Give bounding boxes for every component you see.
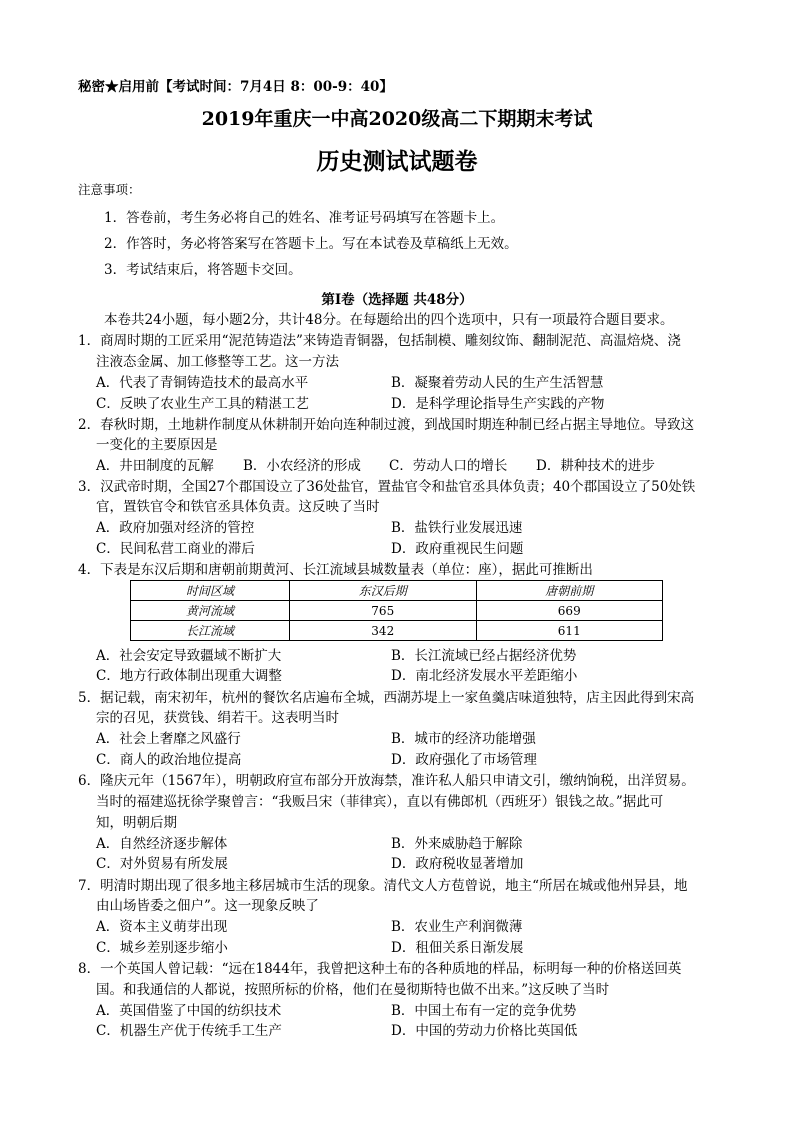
table-header-cell: 唐朝前期 (476, 581, 663, 601)
question-6-line: 当时的福建巡抚徐学聚曾言：“我贩吕宋（菲律宾），直以有佛郎机（西班牙）银钱之故。”据此可 (96, 794, 664, 810)
question-2-line: 一变化的主要原因是 (96, 437, 218, 453)
q7-option-d: D．租佃关系日渐发展 (391, 940, 524, 956)
q1-option-a: A．代表了青铜铸造技术的最高水平 (96, 375, 309, 391)
q1-option-c: C．反映了农业生产工具的精湛工艺 (96, 396, 309, 412)
q1-option-d: D．是科学理论指导生产实践的产物 (391, 396, 605, 412)
question-4-line: 4．下表是东汉后期和唐朝前期黄河、长江流域县城数量表（单位：座），据此可推断出 (78, 562, 593, 578)
section-title: 第Ⅰ卷（选择题 共48分） (321, 292, 473, 308)
q8-option-a: A．英国借鉴了中国的纺织技术 (96, 1003, 282, 1019)
question-6-line: 知，明朝后期 (96, 815, 177, 831)
q8-option-c: C．机器生产优于传统手工生产 (96, 1023, 282, 1039)
note-item: 1．答卷前，考生务必将自己的姓名、准考证号码填写在答题卡上。 (104, 210, 505, 226)
q3-option-a: A．政府加强对经济的管控 (96, 520, 255, 536)
question-1-line: 1．商周时期的工匠采用“泥范铸造法”来铸造青铜器，包括制模、雕刻纹饰、翻制泥范、高温焙烧、浇 (78, 333, 681, 349)
q4-option-d: D．南北经济发展水平差距缩小 (391, 668, 578, 684)
q7-option-b: B．农业生产利润微薄 (391, 919, 523, 935)
q7-option-a: A．资本主义萌芽出现 (96, 919, 228, 935)
table-row (131, 621, 663, 641)
q3-option-b: B．盐铁行业发展迅速 (391, 520, 523, 536)
q4-option-a: A．社会安定导致疆域不断扩大 (96, 648, 282, 664)
q4-option-b: B．长江流域已经占据经济优势 (391, 648, 577, 664)
secret-line: 秘密★启用前【考试时间：7月4日 8：00-9：40】 (78, 79, 393, 95)
question-7-line: 由山场皆委之佃户”。这一现象反映了 (96, 898, 319, 914)
question-8-line: 国。和我通信的人都说，按照所标的价格，他们在曼彻斯特也做不出来。”这反映了当时 (96, 982, 610, 998)
table-row (131, 601, 663, 621)
table-cell: 611 (476, 621, 663, 641)
q6-option-b: B．外来威胁趋于解除 (391, 836, 523, 852)
county-count-table (130, 580, 663, 641)
q1-option-b: B．凝聚着劳动人民的生产生活智慧 (391, 375, 604, 391)
q4-option-c: C．地方行政体制出现重大调整 (96, 668, 282, 684)
notes-heading: 注意事项： (78, 182, 141, 197)
q5-option-d: D．政府强化了市场管理 (391, 752, 537, 768)
table-header-row (131, 581, 663, 601)
question-5-line: 宗的召见，获赏钱、绢若干。这表明当时 (96, 710, 339, 726)
note-item: 3．考试结束后，将答题卡交回。 (104, 262, 302, 278)
question-3-line: 3．汉武帝时期，全国27个郡国设立了36处盐官，置盐官令和盐官丞具体负责；40个郡国设立了50处铁 (78, 479, 696, 495)
question-1-line: 注液态金属、加工修整等工艺。这一方法 (96, 354, 339, 370)
q2-option-b: B．小农经济的形成 (243, 458, 361, 474)
q5-option-b: B．城市的经济功能增强 (391, 731, 536, 747)
q8-option-d: D．中国的劳动力价格比英国低 (391, 1023, 578, 1039)
q6-option-d: D．政府税收显著增加 (391, 856, 524, 872)
q2-option-a: A．井田制度的瓦解 (96, 458, 214, 474)
table-cell: 黄河流域 (131, 601, 290, 621)
q5-option-c: C．商人的政治地位提高 (96, 752, 242, 768)
exam-subtitle: 历史测试试题卷 (316, 148, 478, 175)
question-6-line: 6．隆庆元年（1567年），明朝政府宣布部分开放海禁，准许私人船只申请文引，缴纳饷税，出洋贸易。 (78, 773, 695, 789)
question-5-line: 5．据记载，南宋初年，杭州的餐饮名店遍布全城，西湖苏堤上一家鱼羹店味道独特，店主因此得到宋高 (78, 690, 695, 706)
question-7-line: 7．明清时期出现了很多地主移居城市生活的现象。清代文人方苞曾说，地主“所居在城或他州异县，地 (78, 878, 688, 894)
q7-option-c: C．城乡差别逐步缩小 (96, 940, 228, 956)
q2-option-d: D．耕种技术的进步 (536, 458, 655, 474)
question-2-line: 2．春秋时期，土地耕作制度从休耕制开始向连种制过渡，到战国时期连种制已经占据主导地位。导致这 (78, 417, 695, 433)
question-8-line: 8．一个英国人曾记载：“远在1844年，我曾把这种土布的各种质地的样品，标明每一种的价格送回英 (78, 961, 682, 977)
question-3-line: 官，置铁官令和铁官丞具体负责。这反映了当时 (96, 499, 380, 515)
q6-option-a: A．自然经济逐步解体 (96, 836, 228, 852)
table-header-cell: 时间区域 (131, 581, 290, 601)
table-cell: 669 (476, 601, 663, 621)
q6-option-c: C．对外贸易有所发展 (96, 856, 228, 872)
table-cell: 342 (290, 621, 477, 641)
table-cell: 765 (290, 601, 477, 621)
note-item: 2．作答时，务必将答案写在答题卡上。写在本试卷及草稿纸上无效。 (104, 236, 518, 252)
q3-option-d: D．政府重视民生问题 (391, 541, 524, 557)
q3-option-c: C．民间私营工商业的滞后 (96, 541, 255, 557)
table-header-cell: 东汉后期 (290, 581, 477, 601)
section-intro: 本卷共24小题，每小题2分，共计48分。在每题给出的四个选项中，只有一项最符合题目要求。 (104, 312, 674, 328)
q8-option-b: B．中国土布有一定的竞争优势 (391, 1003, 577, 1019)
exam-title: 2019年重庆一中高2020级高二下期期末考试 (201, 108, 593, 130)
table-cell: 长江流域 (131, 621, 290, 641)
q2-option-c: C．劳动人口的增长 (389, 458, 508, 474)
q5-option-a: A．社会上奢靡之风盛行 (96, 731, 241, 747)
